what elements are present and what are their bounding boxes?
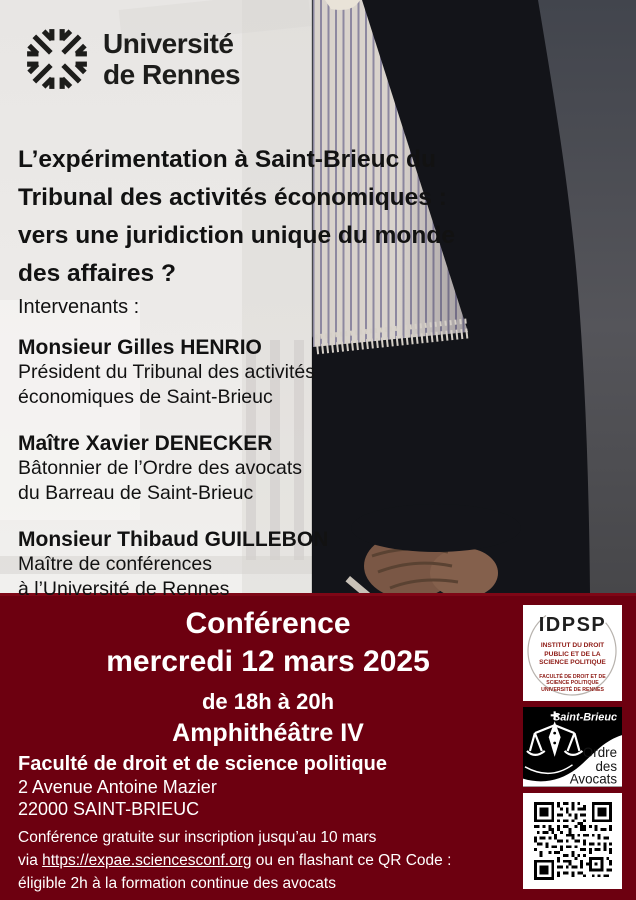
event-headline	[18, 606, 518, 748]
speaker-role-line: économiques de Saint-Brieuc	[18, 386, 273, 408]
qr-code	[530, 799, 616, 883]
registration-line1: Conférence gratuite sur inscription jusqu’au 10 mars	[18, 829, 377, 846]
idpsp-sub-line: FACULTÉ DE DROIT ET DE	[539, 673, 606, 680]
event-date: mercredi 12 mars 2025	[106, 645, 430, 678]
venue-address	[18, 752, 518, 820]
idpsp-name-line: SCIENCE POLITIQUE	[539, 659, 606, 667]
idpsp-acronym: IDPSP	[538, 614, 607, 636]
address-line1: 2 Avenue Antoine Mazier	[18, 777, 217, 797]
university-brand	[24, 26, 240, 92]
title-line: Tribunal des activités économiques :	[18, 184, 447, 211]
speaker-item	[18, 335, 328, 410]
registration-note	[18, 826, 518, 895]
speaker-role-line: du Barreau de Saint-Brieuc	[18, 482, 254, 504]
bar-city-label: Saint-Brieuc	[552, 711, 618, 724]
title-line: vers une juridiction unique du monde	[18, 222, 455, 249]
event-venue: Amphithéâtre IV	[172, 719, 364, 747]
bar-org-line: Ordre	[582, 744, 618, 760]
poster-title	[18, 141, 455, 293]
partner-logos-column	[523, 605, 622, 889]
speakers-label: Intervenants :	[18, 296, 140, 318]
faculty-name: Faculté de droit et de science politique	[18, 753, 387, 775]
event-details-left	[0, 596, 518, 895]
ordre-avocats-graphic	[523, 707, 622, 787]
bar-org-line: Avocats	[569, 771, 618, 787]
speaker-name: Monsieur Gilles HENRIO	[18, 336, 262, 359]
university-logo-icon	[24, 26, 90, 92]
speaker-role-line: Bâtonnier de l’Ordre des avocats	[18, 457, 302, 479]
speaker-name: Maître Xavier DENECKER	[18, 432, 273, 455]
address-line2: 22000 SAINT-BRIEUC	[18, 799, 200, 819]
idpsp-sub-line: UNIVERSITÉ DE RENNES	[541, 686, 604, 693]
speaker-role-line: à l’Université de Rennes	[18, 578, 230, 600]
speaker-item	[18, 431, 328, 506]
event-details-section	[0, 593, 636, 900]
speaker-name: Monsieur Thibaud GUILLEBON	[18, 528, 329, 551]
speaker-role	[18, 360, 328, 410]
speaker-role	[18, 552, 328, 602]
qr-code-card	[523, 793, 622, 889]
title-line: L’expérimentation à Saint-Brieuc du	[18, 146, 436, 173]
event-time: de 18h à 20h	[201, 689, 335, 714]
idpsp-sub-line: SCIENCE POLITIQUE	[546, 680, 599, 687]
university-wordmark-line2: de Rennes	[103, 59, 241, 90]
idpsp-name-line: PUBLIC ET DE LA	[544, 650, 601, 658]
registration-suffix: ou en flashant ce QR Code :	[251, 852, 452, 869]
registration-prefix: via	[18, 852, 43, 869]
registration-link[interactable]: https://expae.sciencesconf.org	[42, 852, 252, 869]
event-type: Conférence	[185, 607, 351, 640]
speaker-role	[18, 456, 328, 506]
registration-line3: éligible 2h à la formation continue des avocats	[18, 875, 336, 892]
idpsp-name-line: INSTITUT DU DROIT	[540, 642, 605, 649]
bar-org-line: des	[595, 758, 618, 774]
university-wordmark	[103, 28, 240, 90]
title-line: des affaires ?	[18, 260, 176, 287]
registration-line2	[18, 849, 518, 872]
speaker-role-line: Maître de conférences	[18, 553, 213, 575]
idpsp-logo	[523, 605, 622, 701]
speaker-item	[18, 527, 328, 602]
ordre-avocats-logo	[523, 707, 622, 787]
speaker-role-line: Président du Tribunal des activités	[18, 361, 315, 383]
speakers-section	[18, 296, 328, 623]
university-wordmark-line1: Université	[103, 28, 234, 59]
